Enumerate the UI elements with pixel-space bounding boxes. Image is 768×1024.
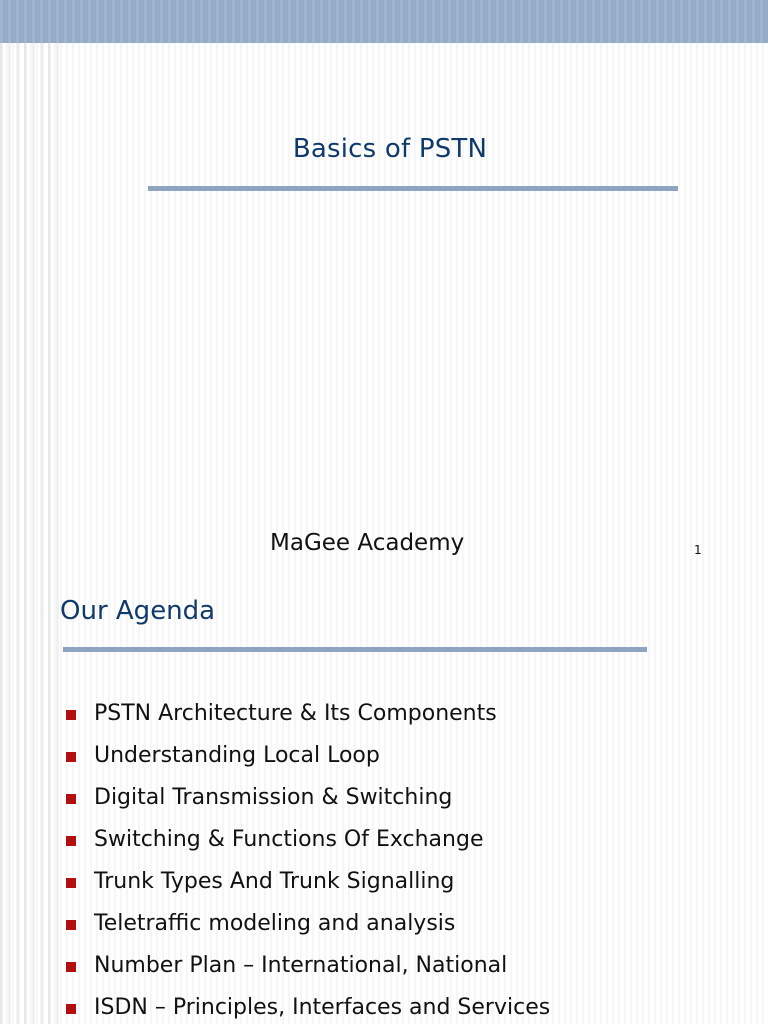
decorative-stripe-band (0, 576, 60, 1024)
agenda-item-label: Understanding Local Loop (94, 743, 380, 768)
square-bullet-icon (66, 1004, 76, 1014)
slide-2 (0, 576, 768, 1024)
slide-subtitle: MaGee Academy (270, 530, 465, 556)
agenda-item-label: PSTN Architecture & Its Components (94, 701, 497, 726)
slide-number: 1 (694, 543, 702, 557)
title-underline (63, 647, 647, 652)
agenda-item-label: Teletraffic modeling and analysis (94, 911, 456, 936)
square-bullet-icon (66, 920, 76, 930)
agenda-item-label: Digital Transmission & Switching (94, 785, 453, 810)
square-bullet-icon (66, 836, 76, 846)
square-bullet-icon (66, 794, 76, 804)
agenda-item-label: Switching & Functions Of Exchange (94, 827, 484, 852)
agenda-item-label: Trunk Types And Trunk Signalling (94, 869, 455, 894)
square-bullet-icon (66, 878, 76, 888)
slide-title: Basics of PSTN (292, 134, 488, 164)
agenda-item-label: Number Plan – International, National (94, 953, 508, 978)
square-bullet-icon (66, 710, 76, 720)
slide-title: Our Agenda (60, 596, 216, 626)
header-band (0, 0, 768, 43)
title-underline (148, 186, 678, 191)
square-bullet-icon (66, 752, 76, 762)
decorative-stripe-band (0, 0, 60, 576)
square-bullet-icon (66, 962, 76, 972)
agenda-item-label: ISDN – Principles, Interfaces and Services (94, 995, 551, 1020)
